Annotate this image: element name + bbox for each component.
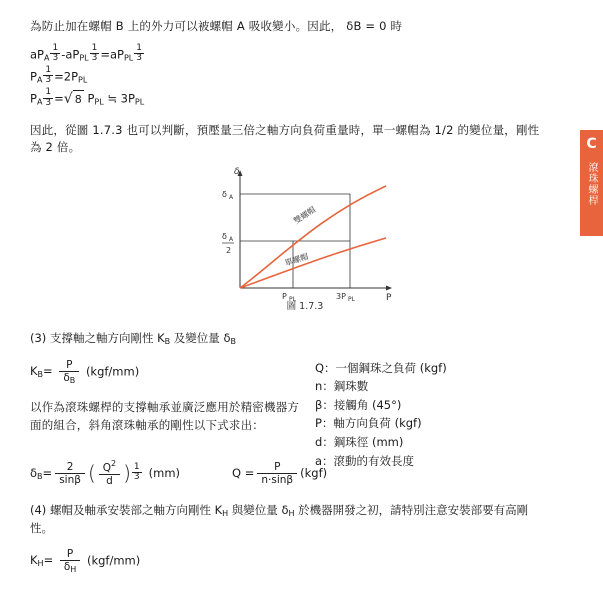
svg-text:δ: δ <box>222 232 227 242</box>
eq3-rhs: P <box>87 91 95 106</box>
svg-text:P: P <box>282 292 287 302</box>
eq1-frac-1: $\frac{1}{3}$ <box>52 42 59 64</box>
eq2-rhs: =2P <box>54 69 79 84</box>
equation-1 <box>30 42 540 65</box>
delta-b-unit: (mm) <box>148 466 181 481</box>
figure-block <box>30 166 540 316</box>
kb-unit: (kgf/mm) <box>85 364 140 379</box>
figure-1-7-3-graph <box>210 166 400 314</box>
paragraph-2: 因此，從圖 1.7.3 也可以判斷，預壓量三倍之軸方向負荷重量時，單一螺帽為 1/2 的變位量，剛性為 2 倍。 <box>30 122 540 155</box>
bracket-open: ( <box>87 461 96 486</box>
eq1-frac-3: $\frac{1}{3}$ <box>136 42 142 64</box>
definition-item: P：軸方向負荷 (kgf) <box>315 416 422 431</box>
definition-item: β：接觸角 (45°) <box>315 397 402 412</box>
kh-fraction: $\frac{P}{\delta_H}$ <box>60 548 80 574</box>
delta-b-exponent: $\frac{1}{3}$ <box>133 461 140 482</box>
eq2-frac: $\frac{1}{3}$ <box>45 65 52 86</box>
eq3-sub-pl: PL <box>94 97 104 107</box>
bracket-close: ) <box>123 461 131 486</box>
svg-text:雙螺帽: 雙螺帽 <box>292 205 318 226</box>
eq1-a1: aP <box>30 47 44 62</box>
kb-lhs: $K_B=$ <box>30 364 53 380</box>
kh-lhs: $K_H=$ <box>30 553 54 569</box>
kh-unit: (kgf/mm) <box>86 553 141 568</box>
section-4-heading: (4) 螺帽及軸承安裝部之軸方向剛性 $K_H$ 與變位量 $\delta_H$ 於機器開發之初，請特別注意安裝部要有高剛性。 <box>30 502 529 535</box>
svg-text:單螺帽: 單螺帽 <box>283 252 310 269</box>
kb-fraction: $\frac{P}{\delta_B}$ <box>59 359 79 385</box>
section-3-body <box>30 358 540 468</box>
intro-paragraph: 為防止加在螺帽 B 上的外力可以被螺帽 A 吸收變小。因此， δB = 0 時 <box>30 19 403 33</box>
definition-item: n：鋼珠數 <box>315 379 369 394</box>
eq3-sub-pl2: PL <box>134 97 145 107</box>
delta-b-lhs: $\delta_B=$ <box>30 465 53 481</box>
svg-text:δ: δ <box>222 190 227 200</box>
q-unit: (kgf) <box>300 466 328 481</box>
eq3-radicand: 8 <box>73 90 84 109</box>
eq2-sub-pl: PL <box>78 75 88 85</box>
eq1-minus: -aP <box>61 47 80 62</box>
sqrt-icon <box>64 90 84 109</box>
eq2-sub-a: A <box>36 75 43 85</box>
q-fraction: $\frac{P}{n\cdot\sin\beta}$ <box>257 461 297 486</box>
delta-b-inner-fraction: $\frac{Q^2}{d}$ <box>99 459 120 487</box>
spacer <box>30 112 540 122</box>
eq1-sub-a: A <box>43 53 50 63</box>
svg-text:2: 2 <box>226 246 232 256</box>
svg-text:P: P <box>386 293 392 304</box>
eq3-approx: ≒ 3P <box>107 91 135 106</box>
section-3-paragraph: 以作為滾珠螺桿的支撐軸承並廣泛應用於精密機器方面的組合，斜角滾珠軸承的剛性以下式求出： <box>30 399 300 432</box>
equation-2 <box>30 67 540 87</box>
document-content <box>30 18 540 588</box>
eq1-sub-pl1: PL <box>79 53 89 63</box>
side-tab-letter: C <box>586 136 597 152</box>
eq1-frac-2: $\frac{1}{3}$ <box>91 42 98 64</box>
section-3-definitions <box>315 359 540 471</box>
svg-text:A: A <box>229 194 234 202</box>
definition-item: Q：一個鋼珠之負荷 (kgf) <box>315 360 447 375</box>
section-3-left-column <box>30 359 300 444</box>
eq3-sub-a: A <box>36 97 43 107</box>
svg-text:PL: PL <box>289 296 296 304</box>
side-tab-chapter <box>580 130 603 236</box>
svg-text:A: A <box>229 236 234 244</box>
side-tab-label: 滾珠螺桿 <box>586 162 597 206</box>
eq3-frac: $\frac{1}{3}$ <box>45 87 52 108</box>
svg-text:3P: 3P <box>336 292 346 302</box>
section-3-heading: (3) 支撐軸之軸方向剛性 $K_B$ 及變位量 $\delta_B$ <box>30 331 237 347</box>
equation-kh <box>30 548 540 574</box>
eq2-p: P <box>30 69 37 84</box>
delta-b-coefficient: $\frac{2}{\sin\beta}$ <box>55 461 85 486</box>
definition-item: d：鋼珠徑 (mm) <box>315 435 404 450</box>
definition-item: a：滾動的有效長度 <box>315 453 415 468</box>
eq1-sub-pl2: PL <box>123 53 134 63</box>
eq1-equals: =aP <box>100 47 124 62</box>
eq3-equals: = <box>54 91 64 106</box>
q-lhs: Q = <box>232 466 255 481</box>
figure-caption: 圖 1.7.3 <box>286 301 324 313</box>
svg-text:δ: δ <box>234 167 240 178</box>
equation-kb <box>30 359 300 385</box>
equation-3 <box>30 89 540 109</box>
svg-text:PL: PL <box>348 296 355 304</box>
eq3-p: P <box>30 91 37 106</box>
